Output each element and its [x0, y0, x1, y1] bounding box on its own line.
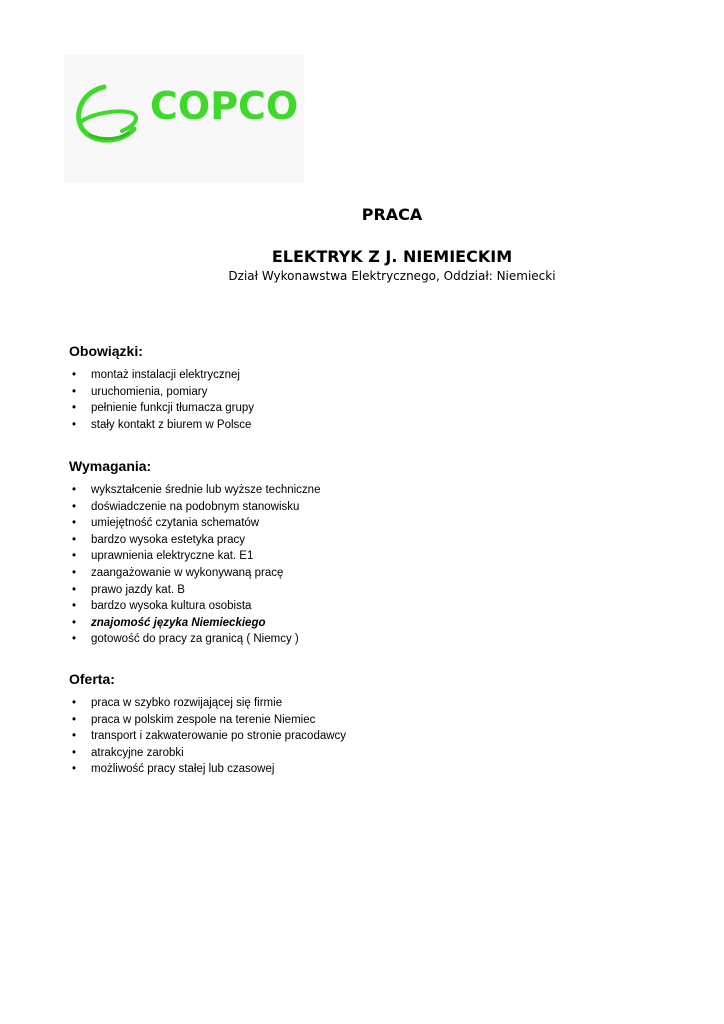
list-item: • praca w szybko rozwijającej się firmie — [72, 695, 346, 712]
bullet: • — [72, 385, 77, 398]
list-item: • bardzo wysoka estetyka pracy — [72, 532, 320, 549]
list-item: • wykształcenie średnie lub wyższe techniczne — [72, 482, 320, 499]
bullet: • — [72, 633, 77, 646]
company-logo — [64, 55, 304, 183]
list-item: • prawo jazdy kat. B — [72, 582, 320, 599]
job-title: ELEKTRYK Z J. NIEMIECKIM — [271, 247, 513, 266]
bullet: • — [72, 616, 77, 629]
bullet: • — [72, 713, 77, 726]
list-item: • stały kontakt z biurem w Polsce — [72, 417, 254, 434]
bullet: • — [72, 600, 77, 613]
bullet: • — [72, 484, 77, 496]
requirements-heading: Wymagania: — [69, 458, 152, 474]
offer-heading: Oferta: — [69, 671, 115, 687]
department-subtitle: Dział Wykonawstwa Elektrycznego, Oddział: Niemiecki — [228, 269, 556, 283]
list-item: • bardzo wysoka kultura osobista — [72, 598, 320, 615]
bullet: • — [72, 517, 77, 530]
bullet: • — [72, 402, 77, 415]
duties-list — [72, 367, 254, 433]
list-item-highlighted: • znajomość języka Niemieckiego — [72, 615, 320, 632]
duties-heading: Obowiązki: — [69, 343, 143, 359]
list-item: • uruchomienia, pomiary — [72, 384, 254, 401]
bullet: • — [72, 418, 77, 431]
bullet: • — [72, 697, 77, 709]
bullet: • — [72, 550, 77, 563]
requirements-list — [72, 482, 320, 648]
list-item: • zaangażowanie w wykonywaną pracę — [72, 565, 320, 582]
list-item: • atrakcyjne zarobki — [72, 745, 346, 762]
bullet: • — [72, 730, 77, 743]
offer-list — [72, 695, 346, 778]
bullet: • — [72, 763, 77, 776]
list-item: • transport i zakwaterowanie po stronie pracodawcy — [72, 728, 346, 745]
list-item: • umiejętność czytania schematów — [72, 515, 320, 532]
bullet: • — [72, 533, 77, 546]
bullet: • — [72, 583, 77, 596]
list-item: • pełnienie funkcji tłumacza grupy — [72, 400, 254, 417]
bullet: • — [72, 746, 77, 759]
bullet: • — [72, 369, 77, 381]
list-item: • możliwość pracy stałej lub czasowej — [72, 761, 346, 778]
list-item: • gotowość do pracy za granicą ( Niemcy ) — [72, 631, 320, 648]
list-item: • doświadczenie na podobnym stanowisku — [72, 499, 320, 516]
bullet: • — [72, 500, 77, 513]
logo-wordmark: COPCO — [150, 84, 299, 128]
bullet: • — [72, 566, 77, 579]
list-item: • uprawnienia elektryczne kat. E1 — [72, 548, 320, 565]
list-item: • montaż instalacji elektrycznej — [72, 367, 254, 384]
section-label: PRACA — [361, 205, 423, 224]
list-item: • praca w polskim zespole na terenie Niemiec — [72, 712, 346, 729]
